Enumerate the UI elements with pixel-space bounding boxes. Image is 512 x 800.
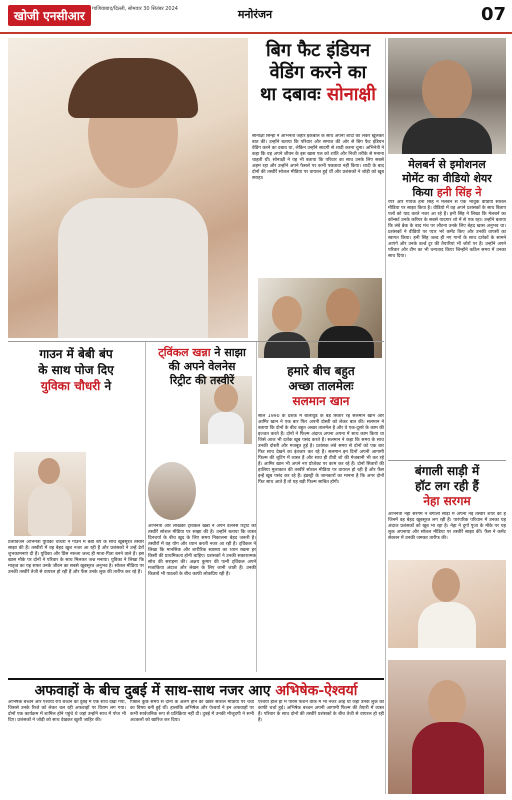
aishwarya-headline-name: अभिषेक-ऐश्वर्या — [275, 683, 358, 699]
neha-sargam-photo — [388, 560, 506, 648]
neha-headline — [388, 464, 506, 509]
yuvika-headline-line2: के साथ पोज दिए — [38, 363, 114, 377]
honey-body-text: रैपर और गायक हनी सिंह ने मेलबर्न से एक भावुक वीडियो सोशल मीडिया पर साझा किया है। वीडियो में वह अपने प्रशंसकों के साथ बिताए पलों को याद करते नजर आ रहे हैं। हनी सिंह ने लिखा कि मेलबर्न का कॉन्सर्ट उनके करियर के सबसे यादगार शो में से एक रहा। उन्होंने बताया कि लंबे ब्रेक के बाद मंच पर लौटना उनके लिए बेहद खास अनुभव था। प्रशंसकों ने वीडियो पर प्यार भरे कमेंट किए और उनकी वापसी का स्वागत किया। हनी सिंह जल्द ही नए गानों के साथ दर्शकों के सामने आएंगे और उनके वर्ल्ड टूर की तैयारियां भी जोरों पर हैं। उन्होंने अपने परिवार और टीम का भी धन्यवाद किया जिन्होंने कठिन समय में उनका साथ दिया। — [388, 200, 506, 259]
sonakshi-headline-line2: वेडिंग करने का — [269, 62, 367, 83]
aishwarya-headline-prefix: अफवाहों के बीच दुबई में साथ-साथ नजर आए — [34, 683, 271, 699]
twinkle-body-text: अभिनेत्री और लेखिका ट्विंकल खन्ना ने अपने वेलनेस रिट्रीट की तस्वीरें सोशल मीडिया पर साझा की हैं। उन्होंने बताया कि व्यस्त दिनचर्या के बीच खुद के लिए समय निकालना बेहद जरूरी है। तस्वीरों में वह योग और ध्यान करती नजर आ रही हैं। ट्विंकल ने लिखा कि मानसिक और शारीरिक स्वास्थ्य का ध्यान रखना हर किसी की प्राथमिकता होनी चाहिए। प्रशंसकों ने उनकी सकारात्मक सोच की सराहना की। अक्षय कुमार की पत्नी ट्विंकल अपने मजाकिया अंदाज और लेखन के लिए जानी जाती हैं। उनकी किताबें भी पाठकों के बीच काफी लोकप्रिय रही हैं। — [148, 524, 256, 577]
twinkle-headline-line2: की अपने वेलनेस — [168, 360, 236, 373]
sonakshi-body — [252, 134, 384, 274]
neha-headline-name: नेहा सरगम — [423, 494, 471, 508]
salman-headline-line2: अच्छा तालमेलः — [288, 379, 354, 393]
yuvika-headline-name: युविका चौधरी — [40, 379, 101, 393]
aishwarya-headline — [8, 678, 384, 700]
yuvika-body-text: टेलीविजन अभिनेत्री युविका चौधरी ने गाउन में बेबी बंप के साथ खूबसूरत तस्वीरें साझा की हैं। तस्वीरों में वह बेहद खुश नजर आ रही हैं और प्रशंसकों ने उन्हें ढेरों शुभकामनाएं दी हैं। युविका और प्रिंस नरूला जल्द ही माता-पिता बनने वाले हैं। इस खास मौके पर दोनों ने परिवार के साथ मिलकर जश्न मनाया। युविका ने लिखा कि मातृत्व का यह सफर उनके जीवन का सबसे खूबसूरत अनुभव है। सोशल मीडिया पर उनकी तस्वीरें तेजी से वायरल हो रही हैं और फैंस उनके लुक की तारीफ कर रहे हैं। — [8, 540, 144, 575]
page-number: 07 — [480, 4, 506, 25]
salman-aamir-photo — [258, 278, 382, 358]
twinkle-headline-name: ट्विंकल खन्ना — [158, 346, 211, 359]
neha-body — [388, 512, 506, 556]
honey-singh-photo — [388, 38, 506, 154]
neha-headline-line2: हॉट लग रही हैं — [415, 479, 479, 493]
honey-body — [388, 200, 506, 455]
honey-headline-name: हनी सिंह ने — [436, 186, 482, 199]
sonakshi-body-text: सोनाक्षी सिन्हा ने अभिनेता जहीर इकबाल के साथ अपनी शादी को लेकर खुलकर बात की। उन्होंने बताया कि परिवार और समाज की ओर से बिग फैट इंडियन वेडिंग करने का दबाव था, लेकिन उन्होंने सादगी से शादी करना चुना। अभिनेत्री ने कहा कि वह अपने जीवन के इस खास पल को शांति और निजी तरीके से मनाना चाहती थीं। सोनाक्षी ने यह भी बताया कि परिवार का साथ उनके लिए सबसे अहम रहा और उन्होंने अपने फैसले पर कभी पछतावा नहीं किया। शादी के बाद दोनों की तस्वीरें सोशल मीडिया पर वायरल हुई थीं और प्रशंसकों ने जोड़ी को खूब सराहा। — [252, 134, 384, 181]
sonakshi-headline-name: सोनाक्षी — [326, 84, 376, 105]
honey-headline — [388, 158, 506, 200]
section-divider — [388, 460, 506, 461]
aishwarya-body1: अभिषेक बच्चन और ऐश्वर्या राय बच्चन को दुबई में एक साथ देखा गया, जिससे उनके रिश्ते को लेकर चल रही अफवाहों पर विराम लग गया। दोनों एक कार्यक्रम में शामिल होने पहुंचे थे जहां उन्होंने साथ में पोज भी दिए। प्रशंसकों ने जोड़ी को साथ देखकर खुशी जाहिर की। — [8, 700, 126, 723]
salman-headline — [258, 364, 384, 409]
yuvika-headline-line1: गाउन में बेबी बंप — [39, 347, 113, 361]
sonakshi-headline-line1: बिग फैट इंडियन — [265, 40, 371, 61]
honey-headline-line2: मोमेंट का वीडियो शेयर — [402, 172, 492, 185]
honey-headline-line1: मेलबर्न से इमोशनल — [408, 158, 486, 171]
yuvika-headline — [8, 346, 144, 394]
sonakshi-photo — [8, 38, 248, 338]
twinkle-headline-line3: रिट्रीट की तस्वीरें — [169, 374, 235, 387]
sonakshi-headline-prefix: था दबावः — [260, 84, 321, 105]
masthead — [0, 0, 512, 34]
aishwarya-body2: पिछले कुछ समय से दोनों के अलग होने की खबरें सोशल मीडिया पर चर्चा का विषय बनी हुई थीं। हालांकि अभिषेक और ऐश्वर्या ने इन अफवाहों पर कभी सार्वजनिक रूप से प्रतिक्रिया नहीं दी। दुबई में उनकी मौजूदगी ने सभी अटकलों को खारिज कर दिया। — [130, 700, 254, 723]
aishwarya-body-col2 — [130, 700, 254, 796]
column-divider — [145, 342, 146, 672]
neha-headline-line1: बंगाली साड़ी में — [414, 464, 480, 478]
yuvika-photo — [14, 452, 86, 536]
section-title: मनोरंजन — [237, 8, 273, 21]
twinkle-portrait — [148, 462, 196, 520]
aishwarya-body-col3 — [258, 700, 384, 796]
yuvika-headline-suffix: ने — [104, 379, 112, 393]
neha-body-text: अभिनेत्री नेहा सरगम ने बंगाली साड़ी में अपनी नई तस्वीरें शेयर की हैं जिनमें वह बेहद खूबसूरत लग रही हैं। पारंपरिक परिधान में उनका यह अंदाज प्रशंसकों को खूब भा रहा है। नेहा ने दुर्गा पूजा के मौके पर यह लुक अपनाया और सोशल मीडिया पर तस्वीरें साझा कीं। फैंस ने कमेंट सेक्शन में उनकी जमकर तारीफ की। — [388, 512, 506, 541]
newspaper-brand: खोजी एनसीआर — [8, 5, 91, 26]
twinkle-headline — [148, 346, 256, 388]
twinkle-body — [148, 524, 256, 670]
salman-headline-name: सलमान खान — [292, 394, 350, 408]
yuvika-body — [8, 540, 144, 670]
aishwarya-body3: ऐश्वर्या हाल ही में पेरिस फैशन वीक में भी नजर आई थीं जहां उनके लुक की काफी चर्चा हुई। अभिषेक बच्चन अपनी आगामी फिल्म की तैयारी में व्यस्त हैं। परिवार के साथ दोनों की तस्वीरें प्रशंसकों के बीच तेजी से वायरल हो रही हैं। — [258, 700, 384, 723]
sonakshi-headline — [252, 40, 384, 106]
salman-headline-line1: हमारे बीच बहुत — [287, 364, 355, 378]
twinkle-headline-suffix: ने साझा — [214, 346, 246, 359]
salman-body-text: साल 1990 के दशक में बॉलीवुड के बड़े सितारे रहे सलमान खान और आमिर खान ने एक बार फिर अपनी दोस्ती को लेकर बात की। सलमान ने बताया कि दोनों के बीच बहुत अच्छा तालमेल है और वे एक-दूसरे के काम की इज्जत करते हैं। दोनों ने फिल्म अंदाज अपना अपना में साथ काम किया था जिसे आज भी दर्शक खूब पसंद करते हैं। सलमान ने कहा कि समय के साथ उनकी दोस्ती और मजबूत हुई है। प्रशंसक लंबे समय से दोनों को एक बार फिर साथ देखने का इंतजार कर रहे हैं। सलमान इन दिनों अपनी आगामी फिल्म की शूटिंग में व्यस्त हैं और साथ ही टीवी शो की मेजबानी भी कर रहे हैं। आमिर खान भी अपने नए प्रोजेक्ट पर काम कर रहे हैं। दोनों सितारों की हालिया मुलाकात की तस्वीरें सोशल मीडिया पर वायरल हो रही हैं और फैंस इन्हें खूब पसंद कर रहे हैं। इंडस्ट्री के जानकारों का मानना है कि अगर दोनों फिर साथ आते हैं तो यह बड़ी फिल्म साबित होगी। — [258, 414, 384, 485]
dateline: गाजियाबाद/दिल्ली, सोमवार 30 सितंबर 2024 — [92, 6, 178, 12]
column-divider — [256, 342, 257, 672]
honey-headline-prefix: किया — [412, 186, 433, 199]
salman-body — [258, 414, 384, 670]
section-divider — [8, 341, 384, 342]
aishwarya-body-col1 — [8, 700, 126, 796]
aishwarya-photo — [388, 660, 506, 794]
column-divider — [385, 38, 386, 794]
